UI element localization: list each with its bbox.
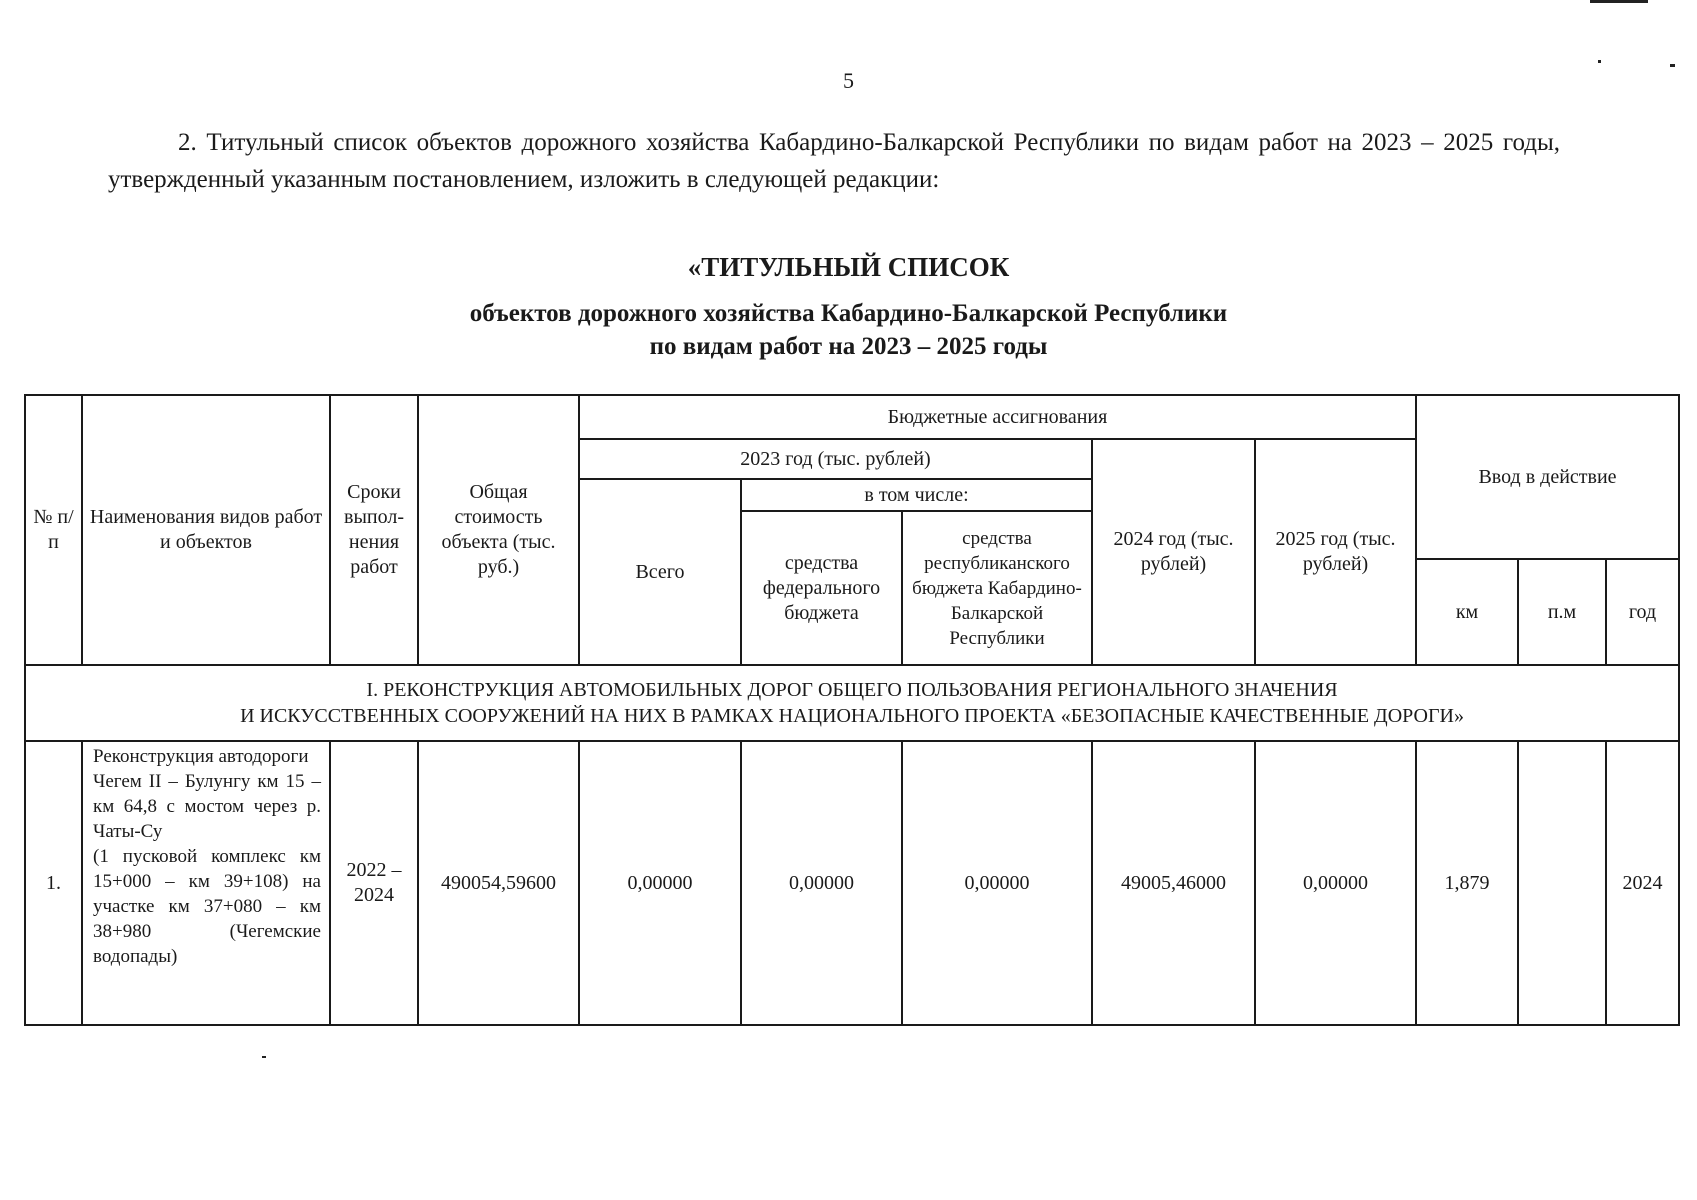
table-row: [25, 741, 1679, 1025]
cell-year-2024: 49005,46000: [1092, 741, 1255, 1025]
section-heading-line-2: И ИСКУССТВЕННЫХ СООРУЖЕНИЙ НА НИХ В РАМКАХ НАЦИОНАЛЬНОГО ПРОЕКТА «БЕЗОПАСНЫЕ КАЧЕСТВЕННЫЕ ДОРОГИ»: [240, 705, 1464, 727]
document-title: «ТИТУЛЬНЫЙ СПИСОК: [687, 252, 1010, 282]
header-year: год: [1606, 559, 1679, 665]
header-km: км: [1416, 559, 1518, 665]
cell-total-cost: 490054,59600: [418, 741, 579, 1025]
header-row-1: [25, 395, 1679, 439]
section-heading-line-1: I. РЕКОНСТРУКЦИЯ АВТОМОБИЛЬНЫХ ДОРОГ ОБЩЕГО ПОЛЬЗОВАНИЯ РЕГИОНАЛЬНОГО ЗНАЧЕНИЯ: [366, 679, 1338, 701]
cell-year: 2024: [1606, 741, 1679, 1025]
header-terms: Сроки выпол- нения работ: [330, 395, 418, 665]
header-year-2025: 2025 год (тыс. рублей): [1255, 439, 1416, 665]
section-heading: [25, 665, 1679, 741]
cell-republic-2023: 0,00000: [902, 741, 1092, 1025]
header-total: Всего: [579, 479, 741, 665]
cell-total-2023: 0,00000: [579, 741, 741, 1025]
section-row: [25, 665, 1679, 741]
cell-federal-2023: 0,00000: [741, 741, 902, 1025]
cell-year-2025: 0,00000: [1255, 741, 1416, 1025]
scan-mark-dot-1: [1598, 60, 1601, 63]
header-year-2023: 2023 год (тыс. рублей): [579, 439, 1092, 479]
header-commissioning: Ввод в действие: [1416, 395, 1679, 559]
scan-mark-dot-2: [1670, 64, 1675, 67]
header-republic: средства республиканского бюджета Кабардино-Балкарской Республики: [902, 511, 1092, 665]
header-year-2024: 2024 год (тыс. рублей): [1092, 439, 1255, 665]
scan-mark-dot-3: [262, 1056, 266, 1058]
page-number: 5: [843, 68, 854, 93]
intro-paragraph: 2. Титульный список объектов дорожного хозяйства Кабардино-Балкарской Республики по видам работ на 2023 – 2025 годы, утвержденный указанным постановлением, изложить в следующей редакции:: [108, 129, 1560, 193]
header-including: в том числе:: [741, 479, 1092, 511]
document-subtitle: [0, 297, 1697, 363]
header-pm: п.м: [1518, 559, 1606, 665]
cell-name: Реконструкция автодороги Чегем II – Булунгу км 15 – км 64,8 с мостом через р. Чаты-Су (1 пусковой комплекс км 15+000 – км 39+108) на участке км 37+080 – км 38+980 (Чегемские водопады): [82, 741, 330, 1025]
header-name: Наименования видов работ и объектов: [82, 395, 330, 665]
header-total-cost: Общая стоимость объекта (тыс. руб.): [418, 395, 579, 665]
cell-pm: [1518, 741, 1606, 1025]
subtitle-line-2: по видам работ на 2023 – 2025 годы: [649, 333, 1048, 360]
title-list-table: [24, 394, 1680, 1026]
scan-mark-top-right: [1590, 0, 1648, 3]
cell-terms: 2022 – 2024: [330, 741, 418, 1025]
subtitle-line-1: объектов дорожного хозяйства Кабардино-Балкарской Республики: [469, 300, 1228, 327]
header-federal: средства федерального бюджета: [741, 511, 902, 665]
header-budget: Бюджетные ассигнования: [579, 395, 1416, 439]
header-num: № п/п: [25, 395, 82, 665]
cell-km: 1,879: [1416, 741, 1518, 1025]
cell-num: 1.: [25, 741, 82, 1025]
